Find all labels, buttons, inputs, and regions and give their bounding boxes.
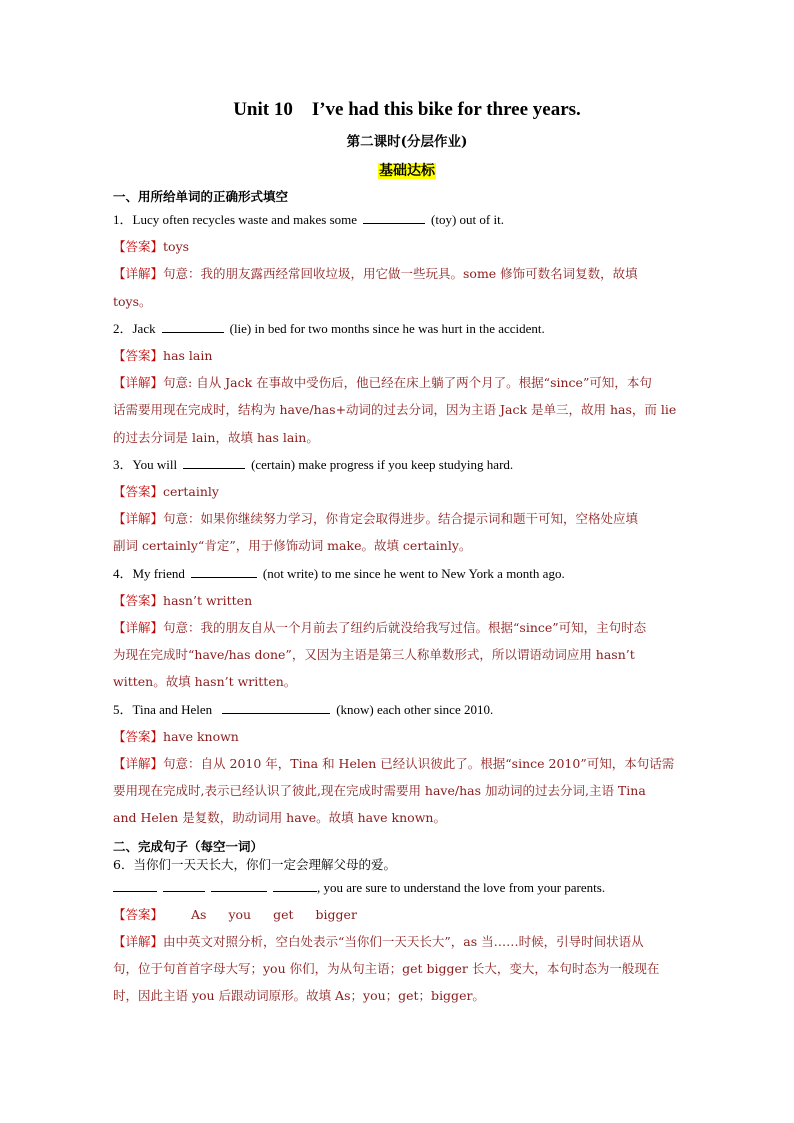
answer-5 — [113, 723, 701, 750]
question-2-hint: (lie) in bed for two months since he was hurt in the accident. — [229, 320, 545, 336]
explanation-3-line-1: 句意：如果你继续努力学习，你肯定会取得进步。结合提示词和题干可知，空格处应填 — [163, 511, 639, 527]
question-4-hint: (not write) to me since he went to New York a month ago. — [262, 565, 565, 581]
answer-blank — [222, 701, 330, 714]
answer-6-word-3: get — [273, 906, 294, 922]
question-5 — [113, 696, 701, 723]
answer-tag: 【答案】 — [113, 348, 164, 364]
explain-tag: 【详解】 — [113, 620, 164, 636]
question-1-text: 1．Lucy often recycles waste and makes some — [113, 212, 358, 227]
answer-tag: 【答案】 — [113, 484, 164, 500]
answer-1 — [113, 233, 701, 260]
explanation-6-line-1: 由中英文对照分析，空白处表示“当你们一天天长大”，as 当……时候，引导时间状语从 — [163, 934, 644, 950]
explanation-2-line-3: 的过去分词是 lain，故填 has lain。 — [113, 429, 319, 445]
explanation-6-line-2: 句，位于句首首字母大写；you 你们，为从句主语；get bigger 长大，变大，本句时态为一般现在 — [113, 961, 660, 977]
explanation-1-line-2: toys。 — [113, 293, 152, 309]
explanation-5-line-3: and Helen 是复数，助动词用 have。故填 have known。 — [113, 810, 446, 826]
question-5-hint: (know) each other since 2010. — [336, 701, 494, 717]
explanation-5 — [113, 750, 701, 832]
answer-blank — [211, 879, 267, 892]
section-heading-1: 一、用所给单词的正确形式填空 — [113, 189, 289, 204]
question-3-hint: (certain) make progress if you keep studying hard. — [251, 456, 514, 472]
section-heading-2: 二、完成句子（每空一词） — [113, 838, 264, 854]
explanation-4-line-3: witten。故填 hasn’t written。 — [113, 674, 297, 690]
explanation-3-line-2: 副词 certainly“肯定”，用于修饰动词 make。故填 certainly。 — [113, 538, 472, 554]
explanation-1-line-1: 句意：我的朋友露西经常回收垃圾，用它做一些玩具。some 修饰可数名词复数，故填 — [163, 266, 638, 282]
answer-3 — [113, 478, 701, 505]
explain-tag: 【详解】 — [113, 934, 164, 950]
answer-blank — [273, 879, 317, 892]
question-6-chinese: 6．当你们一天天长大，你们一定会理解父母的爱。 — [113, 856, 396, 872]
answer-6-word-2: you — [228, 906, 252, 922]
answer-blank — [163, 879, 205, 892]
answer-blank — [183, 456, 245, 469]
explanation-2-line-1: 句意: 自从 Jack 在事故中受伤后，他已经在床上躺了两个月了。根据“since”可知，本句 — [163, 375, 652, 391]
explanation-6-line-3: 时，因此主语 you 后跟动词原形。故填 As；you；get；bigger。 — [113, 988, 485, 1004]
level-heading — [113, 158, 701, 182]
explain-tag: 【详解】 — [113, 375, 164, 391]
answer-blank — [363, 211, 425, 224]
explanation-2 — [113, 369, 701, 451]
question-3-text: 3．You will — [113, 456, 178, 472]
question-1 — [113, 206, 701, 233]
answer-6-word-4: bigger — [315, 906, 357, 922]
explanation-4 — [113, 614, 701, 696]
explain-tag: 【详解】 — [113, 511, 164, 527]
explanation-5-line-1: 句意：自从 2010 年，Tina 和 Helen 已经认识彼此了。根据“since 2010”可知，本句话需 — [163, 756, 675, 772]
answer-blank — [162, 320, 224, 333]
question-4-text: 4．My friend — [113, 565, 185, 581]
explanation-1 — [113, 260, 701, 314]
answer-5-text: have known — [163, 728, 239, 744]
page-subtitle: 第二课时(分层作业) — [346, 134, 468, 150]
answer-4-text: hasn’t written — [163, 592, 253, 608]
page-title: Unit 10 I’ve had this bike for three years. — [233, 99, 581, 120]
answer-2 — [113, 342, 701, 369]
answer-6 — [113, 901, 701, 928]
explain-tag: 【详解】 — [113, 756, 164, 772]
answer-tag: 【答案】 — [113, 906, 164, 922]
question-1-hint: (toy) out of it. — [431, 212, 504, 227]
explain-tag: 【详解】 — [113, 266, 164, 282]
answer-3-text: certainly — [163, 484, 219, 500]
answer-tag: 【答案】 — [113, 592, 164, 608]
answer-2-text: has lain — [163, 348, 213, 364]
explanation-6 — [113, 928, 701, 1010]
answer-6-word-1: As — [191, 906, 207, 922]
question-6-english — [113, 874, 701, 901]
document-content — [113, 96, 701, 1010]
explanation-5-line-2: 要用现在完成时,表示已经认识了彼此,现在完成时需要用 have/has 加动词的过去分词,主语 Tina — [113, 783, 646, 799]
question-5-text: 5．Tina and Helen — [113, 701, 213, 717]
answer-4 — [113, 587, 701, 614]
question-6-text: , you are sure to understand the love from your parents. — [317, 879, 606, 895]
explanation-4-line-1: 句意：我的朋友自从一个月前去了纽约后就没给我写过信。根据“since”可知，主句时态 — [163, 620, 647, 636]
question-4 — [113, 560, 701, 587]
level-label: 基础达标 — [379, 163, 435, 179]
answer-1-text: toys — [163, 239, 190, 255]
question-2-text: 2．Jack — [113, 320, 156, 336]
question-3 — [113, 451, 701, 478]
explanation-3 — [113, 505, 701, 559]
answer-blank — [113, 879, 157, 892]
answer-tag: 【答案】 — [113, 239, 164, 255]
question-2 — [113, 315, 701, 342]
answer-blank — [191, 565, 257, 578]
explanation-4-line-2: 为现在完成时“have/has done”，又因为主语是第三人称单数形式，所以谓语动词应用 hasn’t — [113, 647, 635, 663]
explanation-2-line-2: 话需要用现在完成时，结构为 have/has+动词的过去分词，因为主语 Jack 是单三，故用 has，而 lie — [113, 402, 677, 418]
answer-tag: 【答案】 — [113, 728, 164, 744]
